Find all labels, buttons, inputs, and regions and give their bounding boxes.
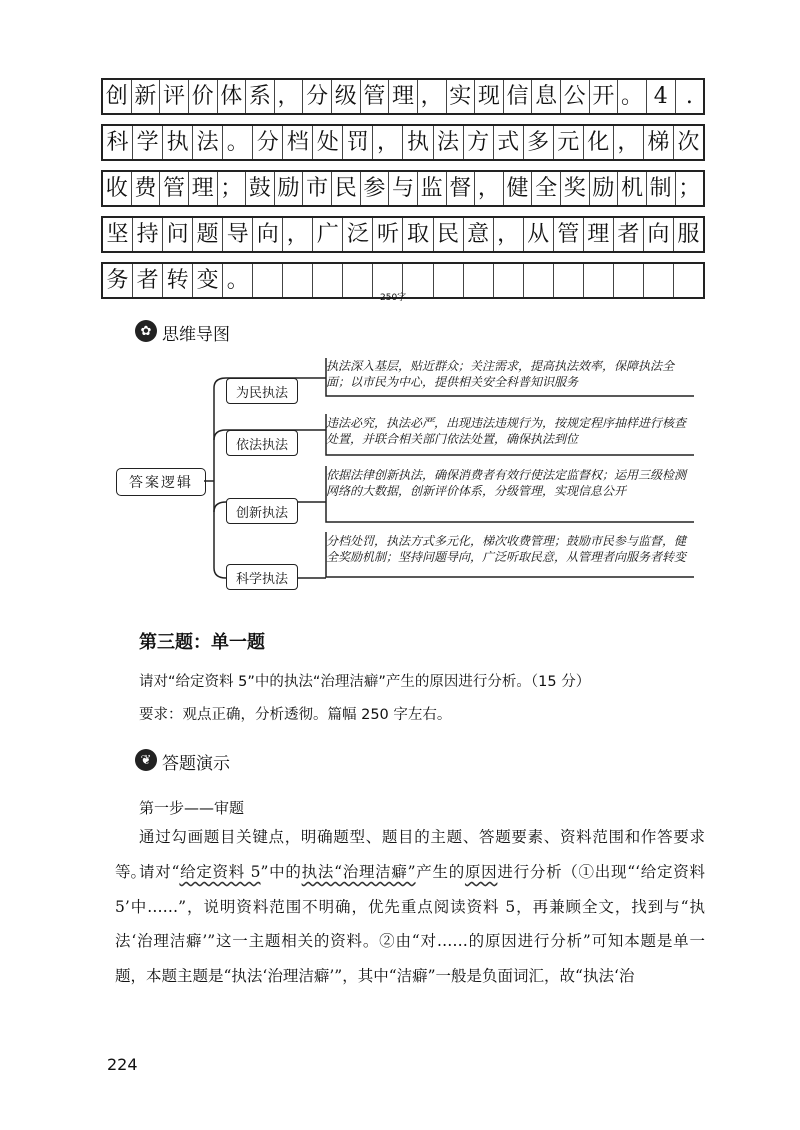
p2-question-type: 原因 bbox=[464, 863, 498, 881]
grid-cell: 级 bbox=[332, 80, 361, 113]
grid-cell: 多 bbox=[524, 126, 554, 159]
grid-cell: 从 bbox=[524, 218, 554, 251]
grid-cell: 励 bbox=[275, 172, 304, 205]
grid-cell: 参 bbox=[361, 172, 390, 205]
grid-cell: 科 bbox=[103, 126, 133, 159]
grid-cell: 元 bbox=[554, 126, 584, 159]
grid-cell: 化 bbox=[584, 126, 614, 159]
grid-cell: 处 bbox=[313, 126, 343, 159]
leaf-icon: ❦ bbox=[135, 749, 157, 771]
grid-cell: 者 bbox=[133, 264, 163, 297]
grid-cell: 理 bbox=[389, 80, 418, 113]
grid-cell: 监 bbox=[418, 172, 447, 205]
grid-cell: 制 bbox=[647, 172, 676, 205]
grid-cell: ， bbox=[418, 80, 447, 113]
question-prompt: 请对“给定资料 5”中的执法“治理洁癖”产生的原因进行分析。（15 分） bbox=[139, 674, 591, 690]
demo-paragraph-2 bbox=[115, 855, 705, 993]
grid-cell: 。 bbox=[618, 80, 647, 113]
p2-part-a: 请对“ bbox=[139, 863, 180, 881]
grid-cell: 广 bbox=[313, 218, 343, 251]
grid-cell: 法 bbox=[193, 126, 223, 159]
grid-cell: 持 bbox=[133, 218, 163, 251]
demo-paragraph-1: 通过勾画题目关键点，明确题型、题目的主题、答题要素、资料范围和作答要求等。 bbox=[115, 828, 705, 881]
mindmap-branch-1: 为民执法 bbox=[226, 378, 298, 404]
flower-icon: ✿ bbox=[135, 320, 157, 342]
p2-part-e: 产生的 bbox=[415, 863, 465, 881]
grid-cell: 者 bbox=[614, 218, 644, 251]
demo-section-title: 答题演示 bbox=[162, 754, 230, 774]
grid-cell: 费 bbox=[132, 172, 161, 205]
grid-cell: ， bbox=[614, 126, 644, 159]
grid-cell: 分 bbox=[253, 126, 283, 159]
grid-cell: 4 bbox=[647, 80, 676, 113]
grid-cell: 法 bbox=[434, 126, 464, 159]
grid-cell: 意 bbox=[464, 218, 494, 251]
grid-cell: . bbox=[685, 83, 693, 109]
grid-cell: 档 bbox=[283, 126, 313, 159]
grid-cell: 系 bbox=[246, 80, 275, 113]
grid-cell: 。 bbox=[223, 264, 253, 297]
grid-cell: 题 bbox=[193, 218, 223, 251]
grid-cell: 息 bbox=[532, 80, 561, 113]
mindmap-root: 答案逻辑 bbox=[116, 468, 206, 496]
grid-cell: 励 bbox=[590, 172, 619, 205]
p2-part-c: ”中的 bbox=[260, 863, 302, 881]
grid-cell: 评 bbox=[160, 80, 189, 113]
grid-cell: 导 bbox=[223, 218, 253, 251]
grid-cell: ， bbox=[283, 218, 313, 251]
grid-cell: 理 bbox=[584, 218, 614, 251]
grid-cell: 服 bbox=[677, 221, 700, 247]
grid-cell: 向 bbox=[253, 218, 283, 251]
grid-cell: ， bbox=[494, 218, 524, 251]
grid-cell: 督 bbox=[447, 172, 476, 205]
grid-cell: ； bbox=[678, 175, 701, 201]
grid-cell: 公 bbox=[561, 80, 590, 113]
grid-cell: 执 bbox=[403, 126, 433, 159]
grid-cell: 方 bbox=[464, 126, 494, 159]
grid-cell: 变 bbox=[193, 264, 223, 297]
grid-cell: 奖 bbox=[561, 172, 590, 205]
grid-cell: 信 bbox=[504, 80, 533, 113]
mindmap-desc-3: 依据法律创新执法，确保消费者有效行使法定监督权；运用三级检测网络的大数据，创新评价体系，分级管理，实现信息公开 bbox=[326, 468, 687, 498]
grid-cell: 向 bbox=[644, 218, 674, 251]
grid-cell: 坚 bbox=[103, 218, 133, 251]
grid-cell: 式 bbox=[494, 126, 524, 159]
grid-cell: 执 bbox=[163, 126, 193, 159]
grid-cell: 听 bbox=[373, 218, 403, 251]
grid-cell: 管 bbox=[554, 218, 584, 251]
mindmap-desc-2: 违法必究，执法必严，出现违法违规行为，按规定程序抽样进行核查处置，并联合相关部门依法处置，确保执法到位 bbox=[326, 416, 687, 446]
grid-cell: 理 bbox=[189, 172, 218, 205]
grid-cell: 转 bbox=[163, 264, 193, 297]
grid-cell: 与 bbox=[389, 172, 418, 205]
grid-cell: 鼓 bbox=[246, 172, 275, 205]
p2-material-range: 给定资料 5 bbox=[179, 863, 261, 881]
grid-cell: 创 bbox=[103, 80, 132, 113]
question-heading: 第三题：单一题 bbox=[139, 632, 265, 653]
grid-cell: 全 bbox=[532, 172, 561, 205]
grid-cell: ， bbox=[373, 126, 403, 159]
grid-cell: 取 bbox=[403, 218, 433, 251]
grid-cell: 次 bbox=[677, 129, 700, 155]
grid-cell: 价 bbox=[189, 80, 218, 113]
grid-cell: 收 bbox=[103, 172, 132, 205]
grid-cell: 务 bbox=[103, 264, 133, 297]
grid-cell: 管 bbox=[160, 172, 189, 205]
grid-cell: 。 bbox=[223, 126, 253, 159]
grid-cell: 新 bbox=[132, 80, 161, 113]
word-count-mark: 250字 bbox=[380, 293, 407, 303]
demo-step: 第一步——审题 bbox=[139, 799, 245, 817]
grid-cell: 泛 bbox=[343, 218, 373, 251]
grid-cell: 现 bbox=[475, 80, 504, 113]
grid-cell: ， bbox=[275, 80, 304, 113]
mindmap-branch-2: 依法执法 bbox=[226, 430, 298, 456]
grid-cell: 分 bbox=[303, 80, 332, 113]
grid-cell: 罚 bbox=[343, 126, 373, 159]
grid-cell: 实 bbox=[447, 80, 476, 113]
grid-cell: 管 bbox=[361, 80, 390, 113]
mindmap-branch-3: 创新执法 bbox=[226, 498, 298, 524]
mindmap-desc-4: 分档处罚，执法方式多元化，梯次收费管理；鼓励市民参与监督，健全奖励机制；坚持问题导向，广泛听取民意，从管理者向服务者转变 bbox=[326, 534, 687, 564]
mindmap-desc-1: 执法深入基层，贴近群众；关注需求，提高执法效率，保障执法全面；以市民为中心，提供相关安全科普知识服务 bbox=[326, 359, 675, 389]
grid-cell: 机 bbox=[618, 172, 647, 205]
grid-cell: ， bbox=[475, 172, 504, 205]
page-number: 224 bbox=[107, 1055, 138, 1074]
grid-cell: 梯 bbox=[644, 126, 674, 159]
grid-cell: 健 bbox=[504, 172, 533, 205]
p2-part-g: 进行分析（①出现“‘给定资料 5’中……”，说明资料范围不明确，优先重点阅读资料 5，再兼顾全文，找到与“执法‘治理洁癖’”这一主题相关的资料。②由“对……的原因进行分析”可知本题是单一题，本题主题是“执法‘治理洁癖’”，其中“洁癖”一般是负面词汇，故“执法‘治 bbox=[115, 863, 705, 985]
grid-cell: 开 bbox=[590, 80, 619, 113]
grid-cell: 体 bbox=[218, 80, 247, 113]
grid-cell: 学 bbox=[133, 126, 163, 159]
grid-cell: 市 bbox=[303, 172, 332, 205]
grid-cell: 民 bbox=[332, 172, 361, 205]
question-requirement: 要求：观点正确，分析透彻。篇幅 250 字左右。 bbox=[139, 707, 452, 723]
grid-cell: 民 bbox=[434, 218, 464, 251]
mindmap-branch-4: 科学执法 bbox=[226, 564, 298, 590]
grid-cell: ； bbox=[218, 172, 247, 205]
mindmap-section-title: 思维导图 bbox=[162, 325, 230, 345]
p2-topic: 执法“治理洁癖” bbox=[301, 863, 416, 881]
grid-cell: 问 bbox=[163, 218, 193, 251]
